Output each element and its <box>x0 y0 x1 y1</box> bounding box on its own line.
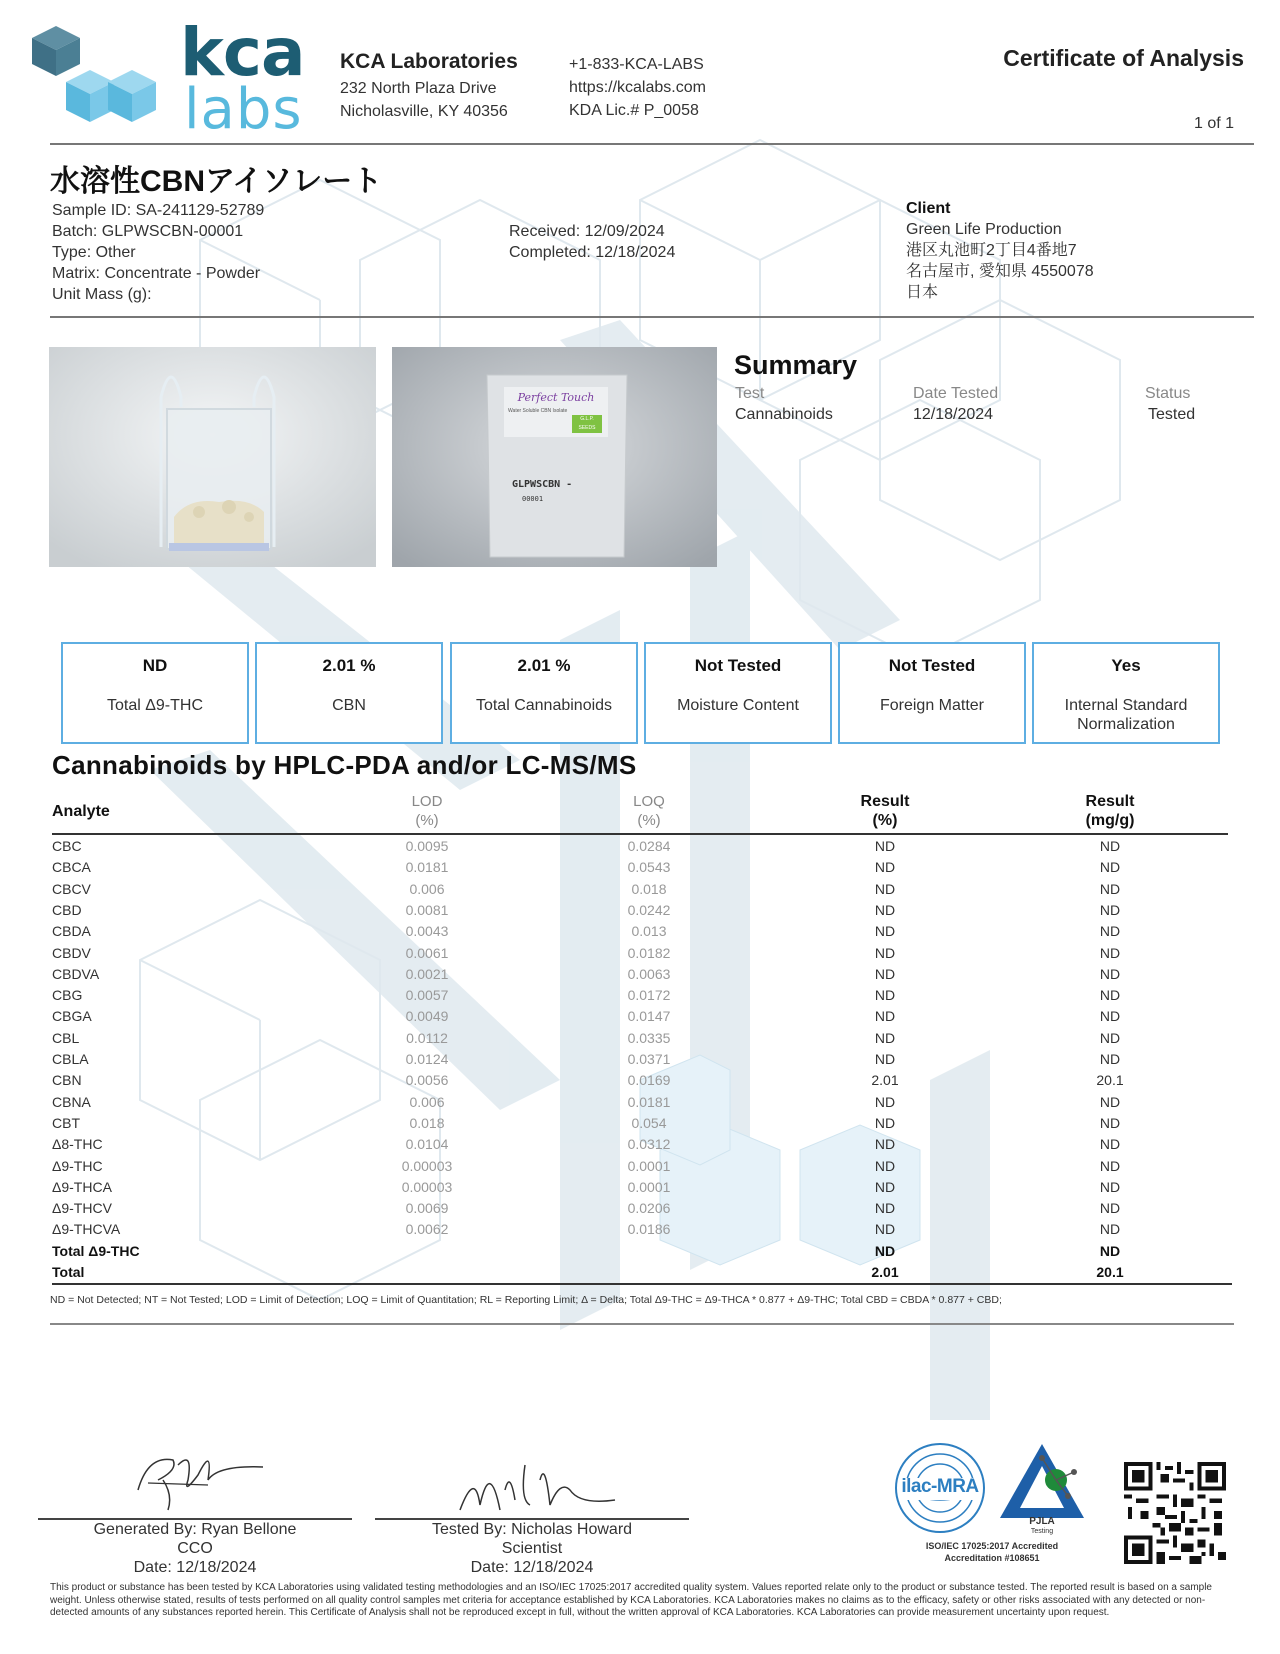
result-pct: ND <box>874 901 896 918</box>
result-pct: 2.01 <box>871 1264 899 1280</box>
loq-value: 0.0169 <box>627 1072 671 1089</box>
loq-value: 0.013 <box>631 923 667 940</box>
table-bottom-rule <box>52 1283 1232 1285</box>
loq-value: 0.0181 <box>627 1093 671 1110</box>
col-lod <box>352 792 502 830</box>
table-total-row <box>52 1262 1228 1283</box>
page-number: 1 of 1 <box>1193 115 1234 132</box>
analyte-name: CBC <box>52 838 82 854</box>
col-result-mg <box>1035 792 1185 830</box>
result-pct: ND <box>874 1114 896 1131</box>
result-mg: ND <box>1099 923 1121 940</box>
tested-by-title: Scientist <box>501 1540 563 1557</box>
analyte-name: CBD <box>52 901 82 918</box>
result-pct: ND <box>874 859 896 876</box>
table-row <box>52 879 1228 900</box>
table-row <box>52 1006 1228 1027</box>
col-result-mg-label: Result <box>1085 793 1135 810</box>
generated-by-date: Date: 12/18/2024 <box>133 1559 257 1576</box>
lab-address-line2: Nicholasville, KY 40356 <box>340 103 508 120</box>
result-mg: ND <box>1099 1200 1121 1217</box>
analyte-name: Δ9-THCA <box>52 1178 112 1195</box>
accreditation-text <box>902 1540 1082 1564</box>
tested-by-date: Date: 12/18/2024 <box>470 1559 594 1576</box>
lod-value: 0.018 <box>409 1114 445 1131</box>
result-box-value: Yes <box>1111 656 1141 675</box>
table-row <box>52 921 1228 942</box>
lod-value: 0.0104 <box>405 1136 449 1153</box>
matrix: Matrix: Concentrate - Powder <box>52 265 261 282</box>
result-mg: ND <box>1099 1242 1121 1259</box>
result-mg: ND <box>1099 880 1121 897</box>
result-box-value: ND <box>142 656 168 675</box>
lod-value: 0.0056 <box>405 1072 449 1089</box>
lod-value: 0.0049 <box>405 1008 449 1025</box>
result-box-foreign-matter <box>838 642 1026 744</box>
loq-value: 0.0147 <box>627 1008 671 1025</box>
analyte-name: CBCV <box>52 880 91 897</box>
summary-col-date: Date Tested <box>913 385 999 402</box>
table-header-rule <box>52 833 1228 835</box>
summary-col-status: Status <box>1145 385 1191 402</box>
result-mg: ND <box>1099 901 1121 918</box>
result-box-label: Foreign Matter <box>879 697 985 714</box>
generated-by: Generated By: Ryan Bellone <box>93 1521 297 1538</box>
package-brand: Perfect Touch <box>517 391 595 404</box>
lab-address-line1: 232 North Plaza Drive <box>340 80 497 97</box>
result-pct: ND <box>874 1093 896 1110</box>
pjla-text: PJLA <box>1029 1516 1055 1527</box>
sample-id: Sample ID: SA-241129-52789 <box>52 202 265 219</box>
sample-info <box>52 200 264 305</box>
summary-status: Tested <box>1148 406 1196 423</box>
lod-value: 0.0043 <box>405 923 449 940</box>
result-pct: ND <box>874 1008 896 1025</box>
result-mg: ND <box>1099 987 1121 1004</box>
table-row <box>52 1049 1228 1070</box>
sample-photo-bag <box>49 347 376 567</box>
completed-date: Completed: 12/18/2024 <box>509 244 676 261</box>
col-lod-unit: (%) <box>415 812 439 829</box>
client-country: 日本 <box>906 284 939 301</box>
result-pct: ND <box>874 987 896 1004</box>
analyte-name: CBLA <box>52 1051 89 1067</box>
result-pct: ND <box>874 1136 896 1153</box>
result-box-label: CBN <box>332 697 366 714</box>
sample-photo-package <box>392 347 717 567</box>
package-badge: G.L.P. SEEDS <box>572 415 602 433</box>
lod-value: 0.0021 <box>405 965 449 982</box>
loq-value: 0.0335 <box>627 1029 671 1046</box>
col-loq <box>574 792 724 830</box>
cannabinoids-section-title: Cannabinoids by HPLC-PDA and/or LC-MS/MS <box>52 750 637 780</box>
analyte-name: CBT <box>52 1114 80 1131</box>
table-row <box>52 985 1228 1006</box>
summary-title: Summary <box>734 350 858 380</box>
logo-labs-text: labs <box>184 77 303 142</box>
analyte-name: CBL <box>52 1029 80 1046</box>
loq-value: 0.0001 <box>627 1157 671 1174</box>
client-address2: 名古屋市, 愛知県 4550078 <box>906 263 1094 280</box>
table-row <box>52 1028 1228 1049</box>
result-box-value: 2.01 % <box>517 656 571 675</box>
result-mg: ND <box>1099 1178 1121 1195</box>
loq-value: 0.0182 <box>627 944 671 961</box>
loq-value: 0.0172 <box>627 987 671 1004</box>
result-box-total-d9-thc <box>61 642 249 744</box>
table-row <box>52 1198 1228 1219</box>
col-analyte: Analyte <box>52 803 110 820</box>
analyte-name: CBNA <box>52 1093 91 1110</box>
col-result-pct <box>810 792 960 830</box>
analyte-name: CBCA <box>52 859 91 876</box>
summary-test: Cannabinoids <box>735 406 833 423</box>
result-mg: ND <box>1099 859 1121 876</box>
tested-by: Tested By: Nicholas Howard <box>431 1521 633 1538</box>
analyte-name: CBG <box>52 987 83 1004</box>
loq-value: 0.0543 <box>627 859 671 876</box>
analyte-name: Δ8-THC <box>52 1136 103 1153</box>
lod-value: 0.00003 <box>401 1157 453 1174</box>
loq-value: 0.0001 <box>627 1178 671 1195</box>
lod-value: 0.0057 <box>405 987 449 1004</box>
result-box-label: Total Δ9-THC <box>106 697 204 714</box>
lod-value: 0.006 <box>409 1093 445 1110</box>
document-title: Certificate of Analysis <box>1003 45 1244 71</box>
pjla-subtext: Testing <box>1030 1528 1054 1535</box>
result-mg: 20.1 <box>1096 1264 1124 1280</box>
result-mg: ND <box>1099 1029 1121 1046</box>
loq-value: 0.0206 <box>627 1200 671 1217</box>
generated-by-title: CCO <box>177 1540 213 1557</box>
pjla-logo-icon <box>998 1442 1086 1520</box>
lab-website-link[interactable]: https://kcalabs.com <box>569 79 706 96</box>
analyte-name: Δ9-THCVA <box>52 1221 121 1238</box>
col-loq-unit: (%) <box>637 812 661 829</box>
loq-value: 0.0063 <box>627 965 671 982</box>
table-row <box>52 943 1228 964</box>
result-mg: ND <box>1099 1114 1121 1131</box>
result-mg: ND <box>1099 1051 1121 1067</box>
result-pct: ND <box>874 944 896 961</box>
table-footnote: ND = Not Detected; NT = Not Tested; LOD = Limit of Detection; LOQ = Limit of Quantitation; RL = Reporting Limit; Δ = Delta; Total Δ9-THC = Δ9-THCA * 0.877 + Δ9-THC; Total CBD = CBDA * 0.877 + CBD; <box>50 1294 1002 1306</box>
lod-value: 0.0061 <box>405 944 449 961</box>
result-mg: ND <box>1099 1221 1121 1238</box>
result-mg: ND <box>1099 965 1121 982</box>
result-box-cbn <box>255 642 443 744</box>
result-pct: 2.01 <box>871 1072 899 1089</box>
loq-value: 0.054 <box>631 1114 667 1131</box>
result-box-label: Internal Standard Normalization <box>1064 697 1188 733</box>
col-lod-label: LOD <box>411 793 443 810</box>
analyte-name: CBGA <box>52 1008 92 1025</box>
summary-date: 12/18/2024 <box>913 406 994 423</box>
summary-col-test: Test <box>735 385 765 402</box>
lod-value: 0.00003 <box>401 1178 453 1195</box>
sample-type: Type: Other <box>52 244 136 261</box>
result-box-total-cannabinoids <box>450 642 638 744</box>
table-row <box>52 1177 1228 1198</box>
product-title: 水溶性CBNアイソレート <box>50 165 383 198</box>
result-mg: ND <box>1099 1157 1121 1174</box>
result-box-value: Not Tested <box>694 656 782 675</box>
result-box-value: Not Tested <box>888 656 976 675</box>
package-handwriting-2: 00001 <box>522 495 544 503</box>
table-row <box>52 836 1228 857</box>
table-row <box>52 1092 1228 1113</box>
result-pct: ND <box>874 1242 896 1259</box>
table-row <box>52 1156 1228 1177</box>
dates <box>509 221 675 263</box>
lod-value: 0.006 <box>409 880 445 897</box>
lod-value: 0.0095 <box>405 838 449 854</box>
signature-left-block <box>38 1520 352 1577</box>
lod-value: 0.0069 <box>405 1200 449 1217</box>
result-pct: ND <box>874 1157 896 1174</box>
loq-value: 0.0371 <box>627 1051 671 1067</box>
logo-kca-text: kca <box>180 14 305 91</box>
result-mg: ND <box>1099 944 1121 961</box>
unit-mass: Unit Mass (g): <box>52 286 152 303</box>
result-box-label: Moisture Content <box>677 697 799 714</box>
result-pct: ND <box>874 1221 896 1238</box>
kca-cubes-logo-icon <box>32 26 172 136</box>
table-row <box>52 900 1228 921</box>
accreditation-line1: ISO/IEC 17025:2017 Accredited <box>925 1541 1059 1551</box>
footnote-divider <box>50 1323 1234 1325</box>
loq-value: 0.0312 <box>627 1136 671 1153</box>
analyte-name: CBDV <box>52 944 91 961</box>
result-box-label: Total Cannabinoids <box>475 697 613 714</box>
client-name: Green Life Production <box>906 221 1062 238</box>
table-row <box>52 857 1228 878</box>
signature-nicholas-howard <box>450 1450 620 1520</box>
signature-right-block <box>375 1520 689 1577</box>
result-pct: ND <box>874 1051 896 1067</box>
result-pct: ND <box>874 1178 896 1195</box>
lod-value: 0.0081 <box>405 901 449 918</box>
package-handwriting-1: GLPWSCBN - <box>512 479 573 490</box>
lab-phone: +1-833-KCA-LABS <box>569 56 704 73</box>
qr-code[interactable] <box>1124 1462 1226 1564</box>
received-date: Received: 12/09/2024 <box>509 223 665 240</box>
client-info <box>906 198 1094 303</box>
result-pct: ND <box>874 1200 896 1217</box>
loq-value: 0.0242 <box>627 901 671 918</box>
header-divider <box>50 143 1254 145</box>
info-divider <box>50 316 1254 318</box>
table-row <box>52 1219 1228 1240</box>
loq-value: 0.0186 <box>627 1221 671 1238</box>
analyte-name: CBN <box>52 1072 82 1089</box>
disclaimer-text: This product or substance has been tested by KCA Laboratories using validated testing methodologies and an ISO/IEC 17025:2017 accredited quality system. Values reported relate only to the product or substance tested. The reported result is based on a sample weight. Unless otherwise stated, results of tests performed on all quality control samples met criteria for acceptance established by KCA Laboratories. KCA Laboratories makes no claims as to the efficacy, safety or other risks associated with any detected or non-detected amounts of any substances reported herein. This Certificate of Analysis shall not be reproduced except in full, without the written approval of KCA Laboratories. KCA Laboratories can provide measurement uncertainty upon request. <box>50 1582 1212 1618</box>
client-label: Client <box>906 200 951 217</box>
lod-value: 0.0181 <box>405 859 449 876</box>
lod-value: 0.0062 <box>405 1221 449 1238</box>
result-box-moisture <box>644 642 832 744</box>
lab-name: KCA Laboratories <box>340 50 518 73</box>
loq-value: 0.018 <box>631 880 667 897</box>
table-row <box>52 1070 1228 1091</box>
accreditation-line2: Accreditation #108651 <box>944 1553 1040 1563</box>
result-pct: ND <box>874 965 896 982</box>
col-result-mg-unit: (mg/g) <box>1085 812 1135 829</box>
ilac-mra-text: ilac-MRA <box>901 1476 979 1497</box>
analyte-name: CBDA <box>52 923 91 940</box>
result-mg: 20.1 <box>1096 1072 1124 1089</box>
result-box-normalization <box>1032 642 1220 744</box>
analyte-name: Δ9-THCV <box>52 1200 112 1217</box>
analyte-name: CBDVA <box>52 965 100 982</box>
lab-license: KDA Lic.# P_0058 <box>569 102 699 119</box>
col-loq-label: LOQ <box>633 793 665 810</box>
batch: Batch: GLPWSCBN-00001 <box>52 223 244 240</box>
package-subtitle: Water Soluble CBN Isolate <box>508 408 568 414</box>
analyte-name: Δ9-THC <box>52 1157 103 1174</box>
col-result-pct-label: Result <box>860 793 910 810</box>
result-box-value: 2.01 % <box>322 656 376 675</box>
analyte-name: Total <box>52 1264 85 1280</box>
lod-value: 0.0124 <box>405 1051 449 1067</box>
table-row <box>52 1134 1228 1155</box>
result-mg: ND <box>1099 1093 1121 1110</box>
result-pct: ND <box>874 838 896 854</box>
analyte-name: Total Δ9-THC <box>52 1242 140 1259</box>
table-row <box>52 964 1228 985</box>
signature-ryan-bellone <box>118 1435 278 1515</box>
result-pct: ND <box>874 880 896 897</box>
table-total-row <box>52 1241 1228 1262</box>
result-pct: ND <box>874 1029 896 1046</box>
col-result-pct-unit: (%) <box>872 812 898 829</box>
result-mg: ND <box>1099 838 1121 854</box>
client-address1: 港区丸池町2丁目4番地7 <box>906 242 1077 259</box>
result-pct: ND <box>874 923 896 940</box>
loq-value: 0.0284 <box>627 838 671 854</box>
table-row <box>52 1113 1228 1134</box>
lod-value: 0.0112 <box>406 1029 448 1046</box>
result-mg: ND <box>1099 1136 1121 1153</box>
result-mg: ND <box>1099 1008 1121 1025</box>
